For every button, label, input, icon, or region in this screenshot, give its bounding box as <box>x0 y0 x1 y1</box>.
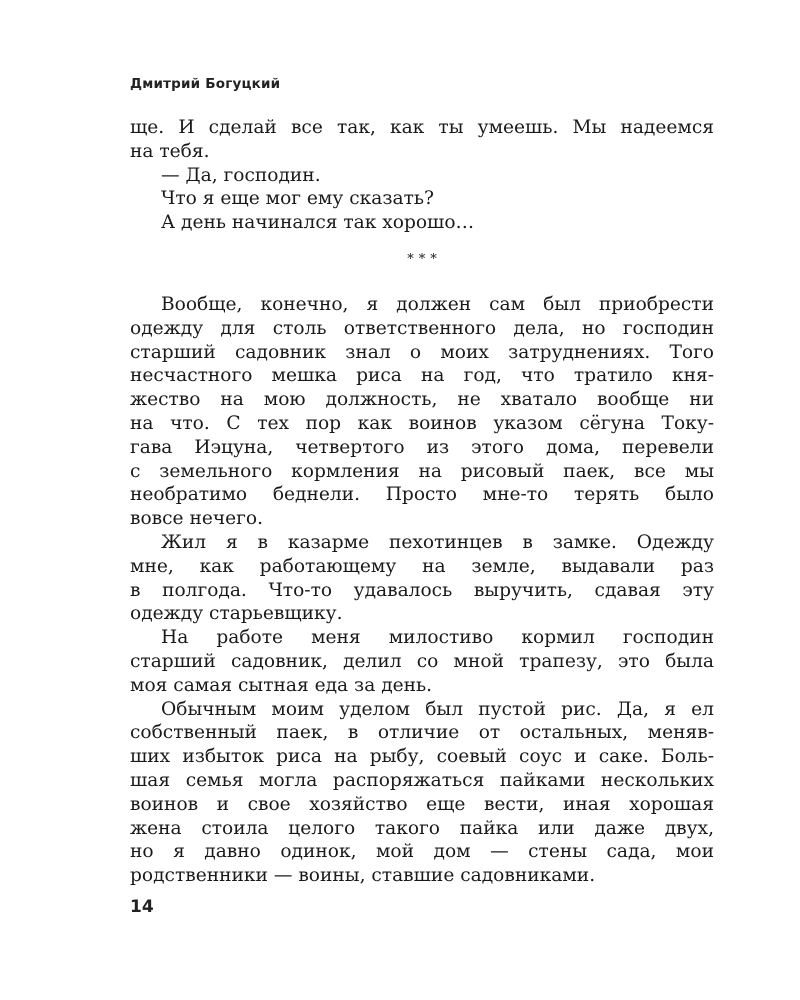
text-line: жество на мою должность, не хватало вообще ни <box>130 389 714 411</box>
text-line: одежду старьевщику. <box>130 603 343 625</box>
text-line: ших избыток риса на рыбу, соевый соус и саке. Боль- <box>130 746 714 768</box>
paragraph-first-line: Жил я в казарме пехотинцев в замке. Одежду <box>161 531 714 553</box>
section-separator: *** <box>407 251 442 267</box>
text-line: вовсе нечего. <box>130 508 263 530</box>
body-text <box>130 116 714 888</box>
text-line: с земельного кормления на рисовый паек, все мы <box>130 460 714 482</box>
text-line: родственники — воины, ставшие садовниками. <box>130 865 596 887</box>
dialogue-line: — Да, господин. <box>161 164 321 186</box>
text-line: воинов и свое хозяйство еще вести, иная хорошая <box>130 793 714 815</box>
text-line: несчастного мешка риса на год, что тратило кня- <box>130 365 714 387</box>
text-line: шая семья могла распоряжаться пайками нескольких <box>130 769 714 791</box>
text-line: старший садовник знал о моих затруднениях. Того <box>130 341 714 363</box>
text-line: в полгода. Что-то удавалось выручить, сдавая эту <box>130 579 714 601</box>
text-line: старший садовник, делил со мной трапезу, это была <box>130 650 714 672</box>
text-line: одежду для столь ответственного дела, но господин <box>130 317 714 339</box>
text-line: на что. С тех пор как воинов указом сёгуна Току- <box>130 412 714 434</box>
text-line: моя самая сытная еда за день. <box>130 674 433 696</box>
text-line: мне, как работающему на земле, выдавали раз <box>130 555 714 577</box>
text-line: Что я еще мог ему сказать? <box>161 188 434 210</box>
paragraph-first-line: На работе меня милостиво кормил господин <box>161 627 714 649</box>
text-line: гава Иэцуна, четвертого из этого дома, перевели <box>130 436 714 458</box>
text-line: но я давно одинок, мой дом — стены сада, мои <box>130 841 714 863</box>
text-line: на тебя. <box>130 140 210 162</box>
running-header-author: Дмитрий Богуцкий <box>130 76 281 92</box>
text-line: ще. И сделай все так, как ты умеешь. Мы надеемся <box>130 117 714 138</box>
text-line: собственный паек, в отличие от остальных, меняв- <box>130 722 714 744</box>
page-number: 14 <box>130 897 154 917</box>
paragraph-first-line: Вообще, конечно, я должен сам был приобрести <box>161 293 714 315</box>
text-line: необратимо беднели. Просто мне-то терять было <box>130 484 714 506</box>
paragraph-first-line: Обычным моим уделом был пустой рис. Да, я ел <box>161 698 714 720</box>
text-line: жена стоила целого такого пайка или даже двух, <box>130 817 714 839</box>
text-line: А день начинался так хорошо… <box>161 212 475 234</box>
